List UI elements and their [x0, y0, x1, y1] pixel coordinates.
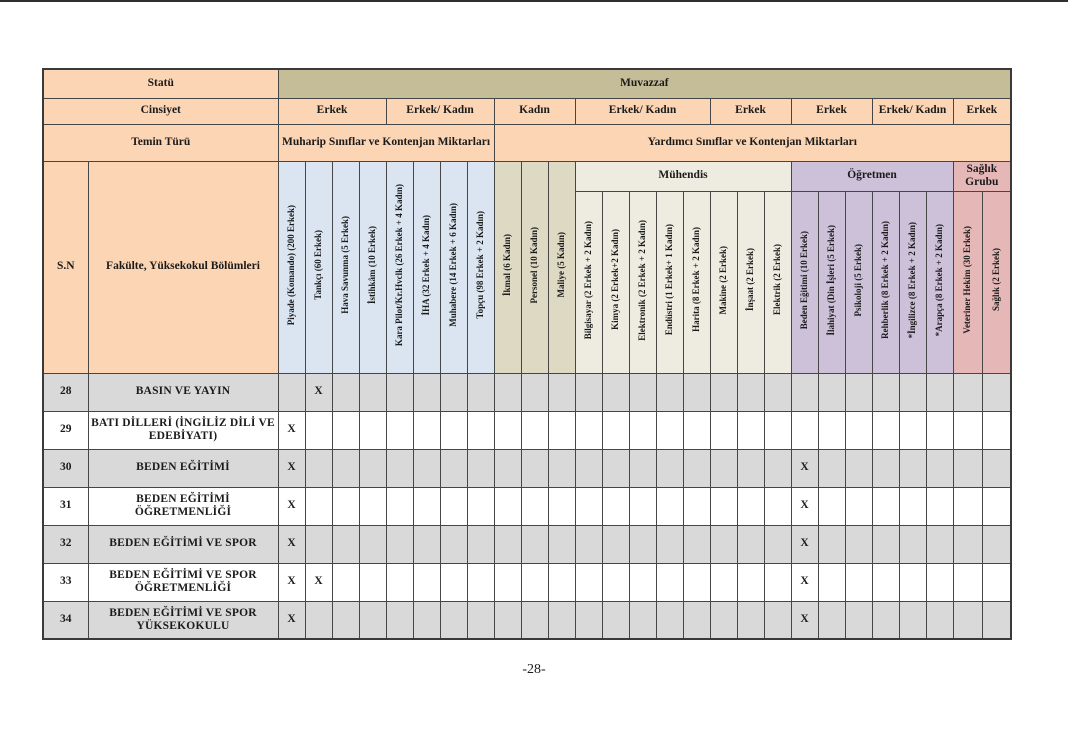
empty-cell [737, 487, 764, 525]
empty-cell [602, 525, 629, 563]
empty-cell [521, 411, 548, 449]
table-row [43, 161, 1011, 191]
column-header-7 [467, 161, 494, 373]
empty-cell [521, 373, 548, 411]
empty-cell [683, 373, 710, 411]
page-number: -28- [522, 662, 546, 677]
column-header-16 [710, 191, 737, 373]
empty-cell [332, 563, 359, 601]
table-row [43, 69, 1011, 98]
empty-cell [629, 373, 656, 411]
empty-cell [710, 525, 737, 563]
column-header-label: Beden Eğitimi (10 Erkek) [798, 230, 809, 330]
empty-cell [413, 563, 440, 601]
empty-cell [575, 449, 602, 487]
empty-cell [494, 487, 521, 525]
empty-cell [737, 563, 764, 601]
empty-cell [982, 373, 1011, 411]
empty-cell [872, 487, 899, 525]
mark-cell: X [278, 449, 305, 487]
empty-cell [629, 525, 656, 563]
sn-header: S.N [43, 161, 88, 373]
empty-cell [332, 487, 359, 525]
empty-cell [710, 449, 737, 487]
empty-cell [899, 563, 926, 601]
empty-cell [440, 601, 467, 639]
empty-cell [683, 449, 710, 487]
empty-cell [926, 449, 953, 487]
empty-cell [926, 487, 953, 525]
empty-cell [899, 601, 926, 639]
column-header-20 [818, 191, 845, 373]
table-row [43, 373, 1011, 411]
empty-cell [899, 449, 926, 487]
empty-cell [467, 411, 494, 449]
empty-cell [872, 563, 899, 601]
empty-cell [845, 411, 872, 449]
cinsiyet-group-4: Erkek [710, 98, 791, 124]
table-row [43, 411, 1011, 449]
cinsiyet-group-2: Kadın [494, 98, 575, 124]
empty-cell [521, 487, 548, 525]
empty-cell [845, 563, 872, 601]
empty-cell [818, 563, 845, 601]
empty-cell [764, 525, 791, 563]
column-header-14 [656, 191, 683, 373]
column-header-label: *Arapça (8 Erkek + 2 Kadın) [933, 223, 944, 337]
empty-cell [413, 449, 440, 487]
empty-cell [467, 449, 494, 487]
empty-cell [575, 525, 602, 563]
column-header-label: Topçu (98 Erkek + 2 Kadın) [474, 211, 485, 319]
empty-cell [440, 449, 467, 487]
column-header-11 [575, 191, 602, 373]
table-row [43, 525, 1011, 563]
empty-cell [710, 411, 737, 449]
column-header-24 [926, 191, 953, 373]
empty-cell [737, 373, 764, 411]
empty-cell [845, 449, 872, 487]
empty-cell [575, 411, 602, 449]
empty-cell [359, 601, 386, 639]
empty-cell [440, 487, 467, 525]
empty-cell [440, 373, 467, 411]
empty-cell [953, 601, 982, 639]
row-sn: 32 [43, 525, 88, 563]
empty-cell [656, 449, 683, 487]
empty-cell [872, 373, 899, 411]
table-row [43, 98, 1011, 124]
column-header-4 [386, 161, 413, 373]
column-header-label: Harita (8 Erkek + 2 Kadın) [690, 227, 701, 333]
empty-cell [764, 563, 791, 601]
empty-cell [872, 601, 899, 639]
row-name: BEDEN EĞİTİMİ [88, 449, 278, 487]
column-header-label: Sağlık (2 Erkek) [990, 248, 1001, 312]
column-header-22 [872, 191, 899, 373]
empty-cell [764, 601, 791, 639]
empty-cell [818, 373, 845, 411]
empty-cell [818, 601, 845, 639]
empty-cell [818, 449, 845, 487]
empty-cell [982, 525, 1011, 563]
empty-cell [521, 563, 548, 601]
empty-cell [548, 411, 575, 449]
mark-cell: X [305, 373, 332, 411]
empty-cell [602, 373, 629, 411]
empty-cell [521, 449, 548, 487]
mark-cell: X [278, 411, 305, 449]
empty-cell [467, 601, 494, 639]
column-header-label: *İngilizce (8 Erkek + 2 Kadın) [906, 221, 917, 339]
mark-cell: X [791, 525, 818, 563]
column-header-17 [737, 191, 764, 373]
row-sn: 31 [43, 487, 88, 525]
empty-cell [683, 411, 710, 449]
empty-cell [656, 373, 683, 411]
row-name: BEDEN EĞİTİMİ VE SPOR [88, 525, 278, 563]
column-header-19 [791, 191, 818, 373]
column-header-12 [602, 191, 629, 373]
column-header-label: Psikoloji (5 Erkek) [852, 243, 863, 317]
column-header-label: İlahiyat (Din İşleri (5 Erkek) [825, 224, 836, 336]
empty-cell [494, 601, 521, 639]
empty-cell [386, 449, 413, 487]
empty-cell [710, 601, 737, 639]
empty-cell [386, 487, 413, 525]
empty-cell [467, 525, 494, 563]
cinsiyet-group-3: Erkek/ Kadın [575, 98, 710, 124]
empty-cell [764, 487, 791, 525]
empty-cell [737, 601, 764, 639]
row-name: BEDEN EĞİTİMİ VE SPOR YÜKSEKOKULU [88, 601, 278, 639]
row-name: BEDEN EĞİTİMİ ÖĞRETMENLİĞİ [88, 487, 278, 525]
empty-cell [305, 449, 332, 487]
empty-cell [548, 373, 575, 411]
empty-cell [494, 411, 521, 449]
empty-cell [305, 525, 332, 563]
column-header-25 [953, 191, 982, 373]
row-sn: 33 [43, 563, 88, 601]
empty-cell [359, 373, 386, 411]
empty-cell [575, 373, 602, 411]
empty-cell [440, 411, 467, 449]
empty-cell [521, 525, 548, 563]
empty-cell [575, 601, 602, 639]
column-header-label: Elektronik (2 Erkek + 2 Kadın) [636, 219, 647, 341]
empty-cell [899, 411, 926, 449]
column-header-label: Piyade (Komando) (200 Erkek) [285, 204, 296, 326]
mark-cell: X [278, 563, 305, 601]
row-sn: 29 [43, 411, 88, 449]
table-row [43, 449, 1011, 487]
empty-cell [818, 525, 845, 563]
empty-cell [494, 525, 521, 563]
mark-cell: X [278, 487, 305, 525]
column-header-8 [494, 161, 521, 373]
class-group-1: Öğretmen [791, 161, 953, 191]
empty-cell [656, 525, 683, 563]
mark-cell: X [791, 449, 818, 487]
empty-cell [710, 487, 737, 525]
empty-cell [494, 373, 521, 411]
empty-cell [521, 601, 548, 639]
empty-cell [602, 563, 629, 601]
empty-cell [656, 601, 683, 639]
empty-cell [656, 563, 683, 601]
row-name: BASIN VE YAYIN [88, 373, 278, 411]
empty-cell [764, 373, 791, 411]
column-header-label: Hava Savunma (5 Erkek) [339, 216, 350, 314]
empty-cell [386, 411, 413, 449]
empty-cell [413, 411, 440, 449]
column-header-26 [982, 191, 1011, 373]
empty-cell [683, 487, 710, 525]
empty-cell [467, 487, 494, 525]
column-header-label: Muhabere (14 Erkek + 6 Kadın) [447, 203, 458, 327]
mark-cell: X [305, 563, 332, 601]
empty-cell [467, 373, 494, 411]
empty-cell [872, 411, 899, 449]
empty-cell [332, 373, 359, 411]
empty-cell [548, 601, 575, 639]
empty-cell [386, 525, 413, 563]
column-header-label: İkmal (6 Kadın) [501, 233, 512, 296]
empty-cell [656, 487, 683, 525]
column-header-5 [413, 161, 440, 373]
cinsiyet-group-6: Erkek/ Kadın [872, 98, 953, 124]
empty-cell [629, 563, 656, 601]
empty-cell [899, 373, 926, 411]
empty-cell [332, 411, 359, 449]
temin-turu-header: Temin Türü [43, 124, 278, 161]
empty-cell [494, 563, 521, 601]
cinsiyet-group-1: Erkek/ Kadın [386, 98, 494, 124]
column-header-label: Kara Pilot/Kr.Hvclk (26 Erkek + 4 Kadın) [393, 183, 404, 346]
empty-cell [710, 373, 737, 411]
empty-cell [953, 373, 982, 411]
empty-cell [845, 601, 872, 639]
column-header-label: Maliye (5 Kadın) [555, 232, 566, 298]
empty-cell [332, 449, 359, 487]
table-row [43, 601, 1011, 639]
empty-cell [359, 487, 386, 525]
empty-cell [791, 411, 818, 449]
class-group-2: Sağlık Grubu [953, 161, 1011, 191]
empty-cell [953, 411, 982, 449]
empty-cell [926, 373, 953, 411]
column-header-2 [332, 161, 359, 373]
cinsiyet-group-7: Erkek [953, 98, 1011, 124]
table-row [43, 563, 1011, 601]
empty-cell [602, 411, 629, 449]
column-header-18 [764, 191, 791, 373]
column-header-6 [440, 161, 467, 373]
column-header-15 [683, 191, 710, 373]
page-top-border [0, 0, 1068, 2]
empty-cell [926, 525, 953, 563]
empty-cell [440, 563, 467, 601]
cinsiyet-group-0: Erkek [278, 98, 386, 124]
column-header-0 [278, 161, 305, 373]
column-header-9 [521, 161, 548, 373]
class-group-0: Mühendis [575, 161, 791, 191]
empty-cell [359, 449, 386, 487]
empty-cell [764, 411, 791, 449]
column-header-label: Kimya (2 Erkek+2 Kadın) [609, 229, 620, 331]
statu-header: Statü [43, 69, 278, 98]
empty-cell [737, 449, 764, 487]
empty-cell [845, 373, 872, 411]
column-header-label: Elektrik (2 Erkek) [771, 244, 782, 316]
temin-group-0: Muharip Sınıflar ve Kontenjan Miktarları [278, 124, 494, 161]
empty-cell [305, 411, 332, 449]
column-header-10 [548, 161, 575, 373]
empty-cell [818, 487, 845, 525]
empty-cell [791, 373, 818, 411]
row-name: BEDEN EĞİTİMİ VE SPOR ÖĞRETMENLİĞİ [88, 563, 278, 601]
empty-cell [413, 601, 440, 639]
empty-cell [467, 563, 494, 601]
empty-cell [386, 601, 413, 639]
empty-cell [332, 601, 359, 639]
empty-cell [548, 449, 575, 487]
mark-cell: X [791, 601, 818, 639]
empty-cell [575, 487, 602, 525]
mark-cell: X [278, 525, 305, 563]
empty-cell [872, 449, 899, 487]
column-header-1 [305, 161, 332, 373]
fakulte-header: Fakülte, Yüksekokul Bölümleri [88, 161, 278, 373]
empty-cell [629, 601, 656, 639]
empty-cell [953, 525, 982, 563]
empty-cell [982, 449, 1011, 487]
empty-cell [899, 487, 926, 525]
mark-cell: X [278, 601, 305, 639]
column-header-label: Veteriner Hekim (30 Erkek) [961, 226, 972, 334]
empty-cell [440, 525, 467, 563]
empty-cell [548, 563, 575, 601]
empty-cell [737, 411, 764, 449]
empty-cell [602, 487, 629, 525]
row-name: BATI DİLLERİ (İNGİLİZ DİLİ VE EDEBİYATI) [88, 411, 278, 449]
empty-cell [602, 449, 629, 487]
empty-cell [548, 525, 575, 563]
empty-cell [845, 487, 872, 525]
empty-cell [602, 601, 629, 639]
row-sn: 30 [43, 449, 88, 487]
empty-cell [710, 563, 737, 601]
empty-cell [413, 525, 440, 563]
column-header-label: Bilgisayar (2 Erkek + 2 Kadın) [582, 220, 593, 339]
statu-value-muvazzaf: Muvazzaf [278, 69, 1011, 98]
empty-cell [359, 525, 386, 563]
empty-cell [683, 563, 710, 601]
column-header-label: Endüstri (1 Erkek+ 1 Kadın) [663, 224, 674, 336]
column-header-3 [359, 161, 386, 373]
empty-cell [683, 525, 710, 563]
table-row [43, 487, 1011, 525]
empty-cell [629, 411, 656, 449]
empty-cell [629, 449, 656, 487]
column-header-label: İstihkâm (10 Erkek) [366, 225, 377, 304]
empty-cell [953, 563, 982, 601]
empty-cell [926, 601, 953, 639]
empty-cell [386, 373, 413, 411]
empty-cell [845, 525, 872, 563]
empty-cell [737, 525, 764, 563]
empty-cell [278, 373, 305, 411]
row-sn: 28 [43, 373, 88, 411]
empty-cell [656, 411, 683, 449]
cinsiyet-group-5: Erkek [791, 98, 872, 124]
empty-cell [359, 411, 386, 449]
empty-cell [548, 487, 575, 525]
empty-cell [982, 487, 1011, 525]
column-header-label: Makine (2 Erkek) [717, 245, 728, 315]
empty-cell [305, 487, 332, 525]
empty-cell [629, 487, 656, 525]
empty-cell [494, 449, 521, 487]
empty-cell [413, 373, 440, 411]
empty-cell [683, 601, 710, 639]
empty-cell [386, 563, 413, 601]
empty-cell [872, 525, 899, 563]
mark-cell: X [791, 563, 818, 601]
empty-cell [899, 525, 926, 563]
empty-cell [332, 525, 359, 563]
empty-cell [982, 601, 1011, 639]
empty-cell [953, 449, 982, 487]
allocation-table [42, 68, 1012, 640]
empty-cell [413, 487, 440, 525]
column-header-label: Tankçı (60 Erkek) [312, 230, 323, 300]
column-header-label: İnşaat (2 Erkek) [744, 248, 755, 312]
empty-cell [926, 411, 953, 449]
empty-cell [818, 411, 845, 449]
column-header-label: Personel (10 Kadın) [528, 226, 539, 304]
empty-cell [926, 563, 953, 601]
empty-cell [359, 563, 386, 601]
mark-cell: X [791, 487, 818, 525]
empty-cell [953, 487, 982, 525]
empty-cell [575, 563, 602, 601]
temin-group-1: Yardımcı Sınıflar ve Kontenjan Miktarları [494, 124, 1011, 161]
column-header-23 [899, 191, 926, 373]
cinsiyet-header: Cinsiyet [43, 98, 278, 124]
table-row [43, 124, 1011, 161]
column-header-13 [629, 191, 656, 373]
empty-cell [764, 449, 791, 487]
column-header-label: Rehberlik (8 Erkek + 2 Kadın) [879, 220, 890, 339]
row-sn: 34 [43, 601, 88, 639]
column-header-label: İHA (32 Erkek + 4 Kadın) [420, 214, 431, 316]
empty-cell [982, 563, 1011, 601]
empty-cell [305, 601, 332, 639]
empty-cell [982, 411, 1011, 449]
column-header-21 [845, 191, 872, 373]
